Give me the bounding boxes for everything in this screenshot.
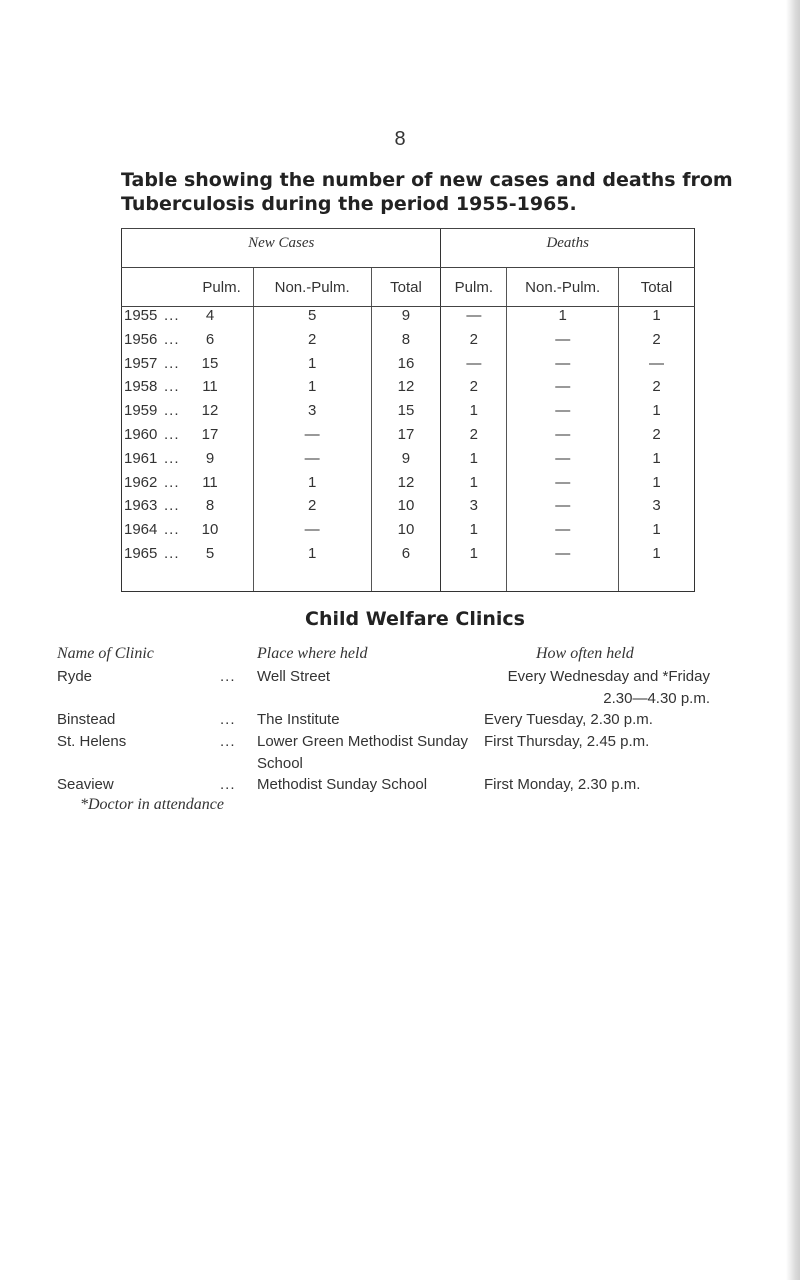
- year-cell: [122, 426, 254, 450]
- clinic-often-header: How often held: [536, 645, 634, 662]
- d-total-value: 1: [619, 545, 695, 592]
- d-pulm-value: 1: [441, 474, 507, 498]
- clinic-name: Binstead: [57, 711, 116, 728]
- page-number: 8: [394, 128, 406, 150]
- d-nonpulm-value: 1: [507, 307, 619, 331]
- clinic-place: Lower Green Methodist Sunday School: [257, 733, 468, 772]
- clinic-place: Well Street: [257, 668, 331, 685]
- clinic-dots: ...: [220, 776, 236, 793]
- footnote: *Doctor in attendance: [80, 796, 224, 813]
- nc-total-value: 16: [371, 355, 441, 379]
- leader-dots: ...: [164, 425, 180, 443]
- d-total-value: 1: [619, 402, 695, 426]
- nc-total-value: 9: [371, 307, 441, 331]
- year-label: 1961: [124, 449, 158, 467]
- year-cell: [122, 402, 254, 426]
- d-pulm-value: 3: [441, 497, 507, 521]
- year-label: 1963: [124, 497, 158, 515]
- d-total-value: —: [619, 355, 695, 379]
- clinic-often: First Monday, 2.30 p.m.: [484, 776, 641, 793]
- d-pulm-header: Pulm.: [441, 268, 507, 307]
- nc-total-value: 17: [371, 426, 441, 450]
- nc-total-value: 15: [371, 402, 441, 426]
- year-cell: [122, 378, 254, 402]
- clinic-often: Every Wednesday and *Friday 2.30—4.30 p.m.: [507, 668, 710, 707]
- leader-dots: ...: [164, 449, 180, 467]
- nc-pulm-value: 4: [205, 307, 215, 324]
- d-nonpulm-value: —: [507, 378, 619, 402]
- clinic-name: Ryde: [57, 668, 93, 685]
- year-cell: [122, 355, 254, 379]
- year-label: 1955: [124, 307, 158, 324]
- d-pulm-value: 2: [441, 378, 507, 402]
- year-label: 1957: [124, 354, 158, 372]
- nc-total-value: 12: [371, 378, 441, 402]
- nc-total-value: 10: [371, 521, 441, 545]
- nc-pulm-value: 8: [205, 497, 215, 515]
- nc-total-value: 8: [371, 331, 441, 355]
- d-nonpulm-value: —: [507, 521, 619, 545]
- deaths-header: Deaths: [441, 229, 695, 268]
- d-nonpulm-value: —: [507, 402, 619, 426]
- year-label: 1959: [124, 402, 158, 420]
- year-cell: [122, 497, 254, 521]
- table-row: [122, 307, 695, 331]
- clinic-row: [0, 709, 800, 733]
- year-cell: [122, 307, 254, 331]
- nc-pulm-header: Pulm.: [122, 268, 254, 307]
- table-body: [122, 307, 695, 592]
- year-cell: [122, 545, 254, 592]
- nc-pulm-value: 9: [205, 449, 215, 467]
- leader-dots: ...: [164, 330, 180, 348]
- sub-header-row: [122, 268, 695, 307]
- leader-dots: ...: [164, 354, 180, 372]
- nc-total-value: 12: [371, 474, 441, 498]
- d-nonpulm-value: —: [507, 450, 619, 474]
- clinic-place: The Institute: [257, 711, 340, 728]
- year-cell: [122, 331, 254, 355]
- d-pulm-value: —: [441, 355, 507, 379]
- clinic-row: [0, 731, 800, 777]
- clinics-header-row: [0, 643, 800, 667]
- clinic-name: Seaview: [57, 776, 114, 793]
- d-nonpulm-header: Non.-Pulm.: [507, 268, 619, 307]
- nc-pulm-value: 11: [202, 473, 218, 491]
- d-pulm-value: 1: [441, 521, 507, 545]
- new-cases-header: New Cases: [122, 229, 441, 268]
- d-total-value: 3: [619, 497, 695, 521]
- clinic-dots: ...: [220, 711, 236, 728]
- table-row: [122, 426, 695, 450]
- leader-dots: ...: [164, 521, 180, 539]
- clinic-name: St. Helens: [57, 733, 127, 750]
- nc-pulm-value: 11: [202, 378, 218, 396]
- table-row: [122, 355, 695, 379]
- d-nonpulm-value: —: [507, 474, 619, 498]
- leader-dots: ...: [164, 544, 180, 562]
- d-pulm-value: 2: [441, 331, 507, 355]
- nc-nonpulm-value: 1: [253, 474, 371, 498]
- nc-nonpulm-value: 5: [253, 307, 371, 331]
- year-label: 1965: [124, 544, 158, 562]
- d-pulm-value: 1: [441, 450, 507, 474]
- clinic-place-header: Place where held: [257, 645, 368, 662]
- nc-nonpulm-value: 2: [253, 331, 371, 355]
- clinic-place: Methodist Sunday School: [257, 776, 428, 793]
- d-nonpulm-value: —: [507, 331, 619, 355]
- nc-pulm-value: 6: [205, 330, 215, 348]
- d-pulm-value: 1: [441, 545, 507, 592]
- nc-pulm-value: 12: [201, 402, 219, 420]
- nc-nonpulm-value: 1: [253, 378, 371, 402]
- d-total-value: 1: [619, 474, 695, 498]
- table-row: [122, 521, 695, 545]
- year-cell: [122, 450, 254, 474]
- d-total-value: 2: [619, 378, 695, 402]
- d-pulm-value: 1: [441, 402, 507, 426]
- d-total-header: Total: [619, 268, 695, 307]
- clinic-often: First Thursday, 2.45 p.m.: [484, 733, 650, 750]
- leader-dots: ...: [164, 473, 180, 491]
- tuberculosis-table: [121, 228, 695, 592]
- nc-nonpulm-value: 3: [253, 402, 371, 426]
- table-row: [122, 497, 695, 521]
- leader-dots: ...: [164, 402, 180, 420]
- nc-total-value: 9: [371, 450, 441, 474]
- page-edge-shadow: [786, 0, 800, 1280]
- table-row: [122, 331, 695, 355]
- nc-total-value: 10: [371, 497, 441, 521]
- d-pulm-value: —: [441, 307, 507, 331]
- d-nonpulm-value: —: [507, 545, 619, 592]
- year-cell: [122, 474, 254, 498]
- year-cell: [122, 521, 254, 545]
- clinic-dots: ...: [220, 733, 236, 750]
- d-total-value: 1: [619, 450, 695, 474]
- year-label: 1956: [124, 330, 158, 348]
- nc-nonpulm-value: —: [253, 521, 371, 545]
- nc-nonpulm-value: 2: [253, 497, 371, 521]
- d-total-value: 2: [619, 331, 695, 355]
- table-row: [122, 545, 695, 592]
- nc-nonpulm-value: —: [253, 450, 371, 474]
- leader-dots: ...: [164, 497, 180, 515]
- nc-nonpulm-value: —: [253, 426, 371, 450]
- nc-nonpulm-value: 1: [253, 355, 371, 379]
- nc-pulm-value: 10: [201, 521, 219, 539]
- d-total-value: 1: [619, 307, 695, 331]
- table-row: [122, 378, 695, 402]
- d-total-value: 2: [619, 426, 695, 450]
- table-row: [122, 450, 695, 474]
- nc-pulm-value: 17: [201, 425, 219, 443]
- table-row: [122, 474, 695, 498]
- d-nonpulm-value: —: [507, 355, 619, 379]
- nc-total-header: Total: [371, 268, 441, 307]
- clinic-row: [0, 666, 800, 712]
- year-label: 1958: [124, 378, 158, 396]
- nc-nonpulm-header: Non.-Pulm.: [253, 268, 371, 307]
- nc-pulm-value: 5: [205, 544, 215, 562]
- year-label: 1964: [124, 521, 158, 539]
- group-header-row: [122, 229, 695, 268]
- table-title: Table showing the number of new cases and deaths from Tuberculosis during the period 1955-1965.: [121, 169, 733, 215]
- nc-total-value: 6: [371, 545, 441, 592]
- leader-dots: ...: [164, 378, 180, 396]
- clinic-row: [0, 774, 800, 798]
- table-row: [122, 402, 695, 426]
- clinic-name-header: Name of Clinic: [57, 645, 154, 662]
- d-nonpulm-value: —: [507, 426, 619, 450]
- clinics-title: Child Welfare Clinics: [305, 608, 525, 630]
- year-label: 1960: [124, 425, 158, 443]
- clinic-often: Every Tuesday, 2.30 p.m.: [484, 711, 653, 728]
- nc-nonpulm-value: 1: [253, 545, 371, 592]
- year-label: 1962: [124, 473, 158, 491]
- nc-pulm-value: 15: [201, 354, 219, 372]
- d-nonpulm-value: —: [507, 497, 619, 521]
- d-total-value: 1: [619, 521, 695, 545]
- leader-dots: ...: [164, 307, 180, 324]
- clinic-dots: ...: [220, 668, 236, 685]
- d-pulm-value: 2: [441, 426, 507, 450]
